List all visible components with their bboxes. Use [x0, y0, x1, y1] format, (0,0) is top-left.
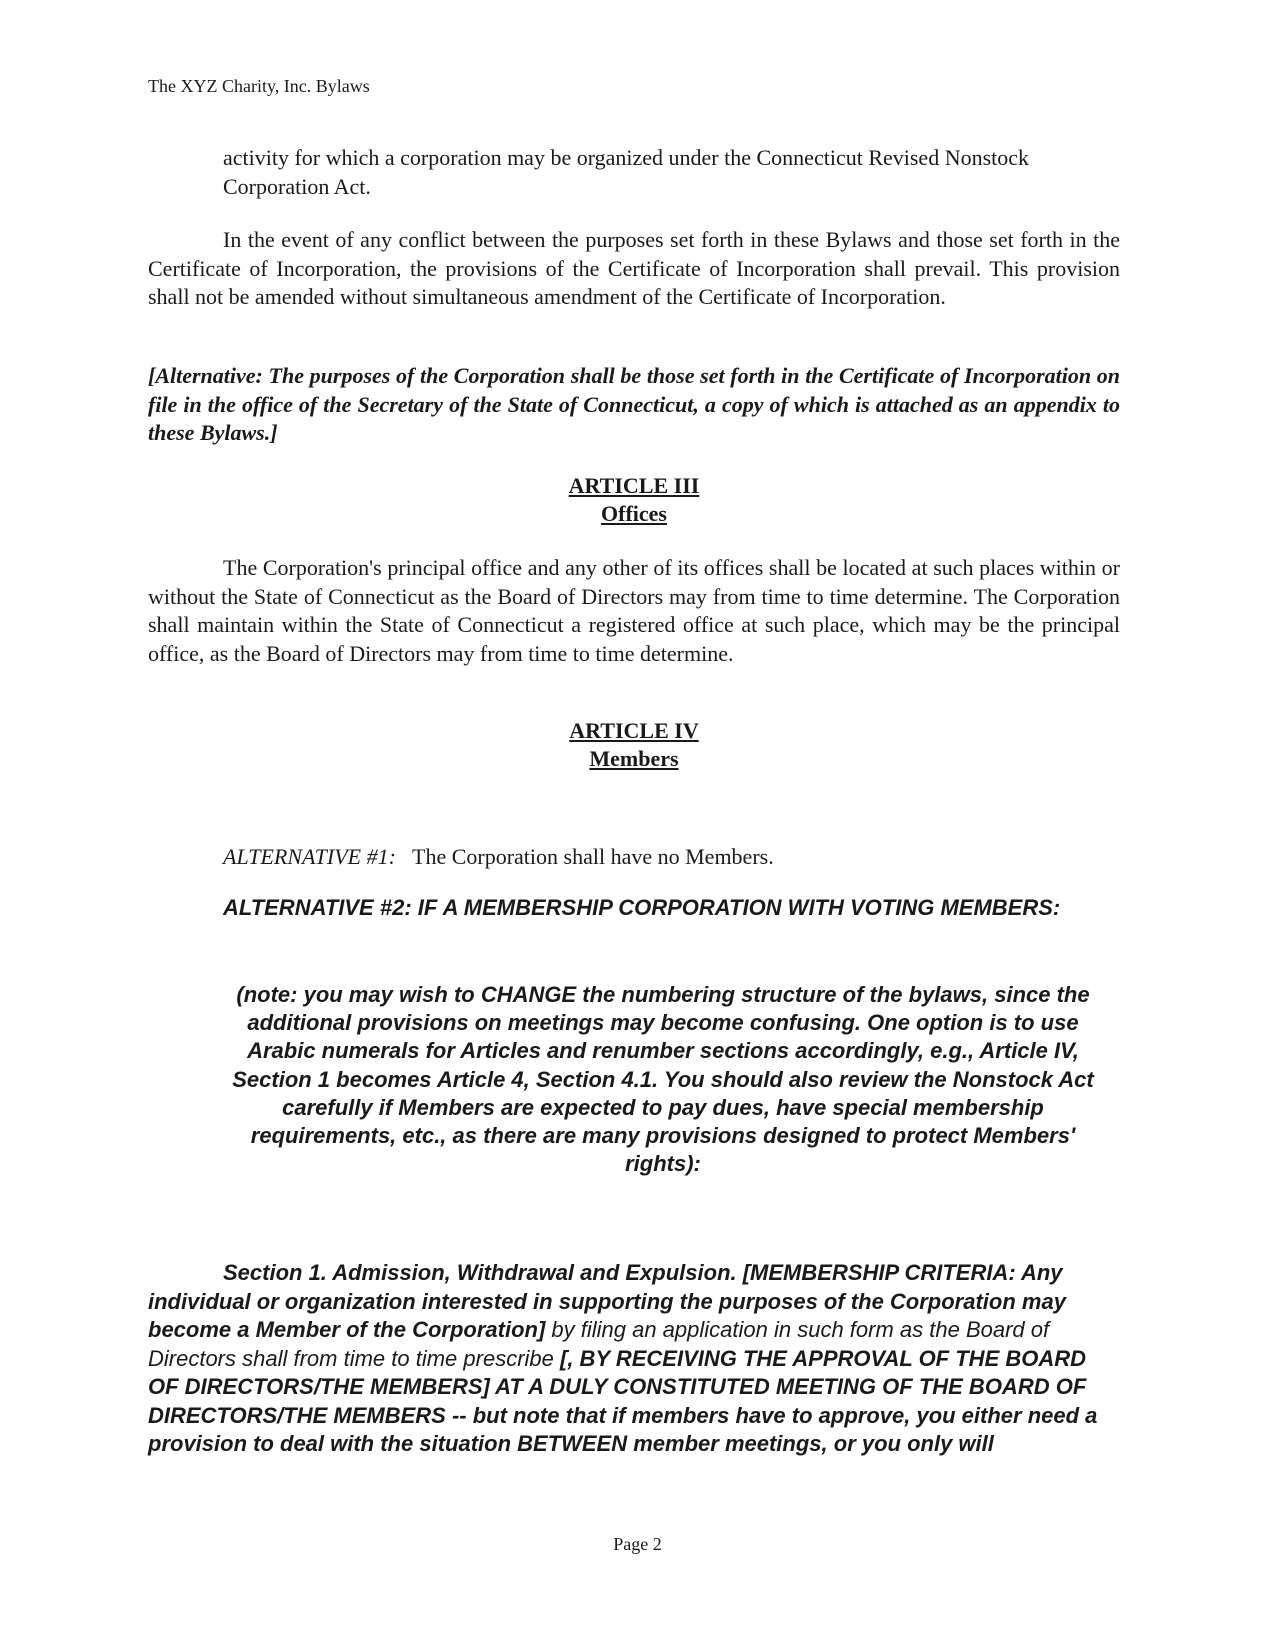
page-number: Page 2 — [613, 1534, 662, 1554]
section-1-admission — [148, 1259, 1120, 1459]
alternative-1-text: The Corporation shall have no Members. — [412, 844, 774, 869]
section-1-plain-text: by filing an application in such form as the Board of Directors shall from time to time prescribe — [148, 1317, 1050, 1371]
section-1-lead: Section 1. Admission, Withdrawal and Expulsion. [MEMBERSHIP CRITERIA: Any individual or organization interested in supporting the purposes of the Corporation may become a Member of the Corporation] — [148, 1260, 1066, 1342]
article-3-body: The Corporation's principal office and any other of its offices shall be located at such places within or without the State of Connecticut as the Board of Directors may from time to time determine. The Corporation shall maintain within the State of Connecticut a registered office at such place, which may be the principal office, as the Board of Directors may from time to time determine. — [148, 555, 1120, 666]
article-3-title: Offices — [601, 501, 667, 526]
article-4-number: ARTICLE IV — [569, 718, 699, 743]
alternative-1 — [223, 843, 774, 871]
article-3-heading — [148, 472, 1120, 528]
section-1-approval-note: [, BY RECEIVING THE APPROVAL OF THE BOARD OF DIRECTORS/THE MEMBERS] AT A DULY CONSTITUTED MEETING OF THE BOARD OF DIRECTORS/THE MEMBERS -- but note that if members have to approve, you either need a provision to deal with the situation BETWEEN member meetings, or you only will — [148, 1345, 1098, 1456]
running-header: The XYZ Charity, Inc. Bylaws — [148, 76, 370, 96]
article-4-title: Members — [589, 746, 679, 771]
purposes-alternative-note: [Alternative: The purposes of the Corporation shall be those set forth in the Certificate of Incorporation on file in the office of the Secretary of the State of Connecticut, a copy of which is attached as an appendix to these Bylaws.] — [148, 363, 1120, 445]
conflict-paragraph: In the event of any conflict between the purposes set forth in these Bylaws and those set forth in the Certificate of Incorporation, the provisions of the Certificate of Incorporation shall prevail. This provision shall not be amended without simultaneous amendment of the Certificate of Incorporation. — [148, 227, 1120, 309]
numbering-note: (note: you may wish to CHANGE the numbering structure of the bylaws, since the additional provisions on meetings may become confusing. One option is to use Arabic numerals for Articles and renumber sections accordingly, e.g., Article IV, Section 1 becomes Article 4, Section 4.1. You should also review the Nonstock Act carefully if Members are expected to pay dues, have special membership requirements, etc., as there are many provisions designed to protect Members' rights): — [232, 982, 1094, 1177]
article-4-heading — [148, 717, 1120, 773]
article2-continuation: activity for which a corporation may be organized under the Connecticut Revised Nonstock Corporation Act. — [223, 145, 1030, 199]
alternative-2-heading: ALTERNATIVE #2: IF A MEMBERSHIP CORPORATION WITH VOTING MEMBERS: — [223, 895, 1061, 920]
article-3-number: ARTICLE III — [568, 473, 700, 498]
alternative-1-label: ALTERNATIVE #1: — [223, 844, 396, 869]
